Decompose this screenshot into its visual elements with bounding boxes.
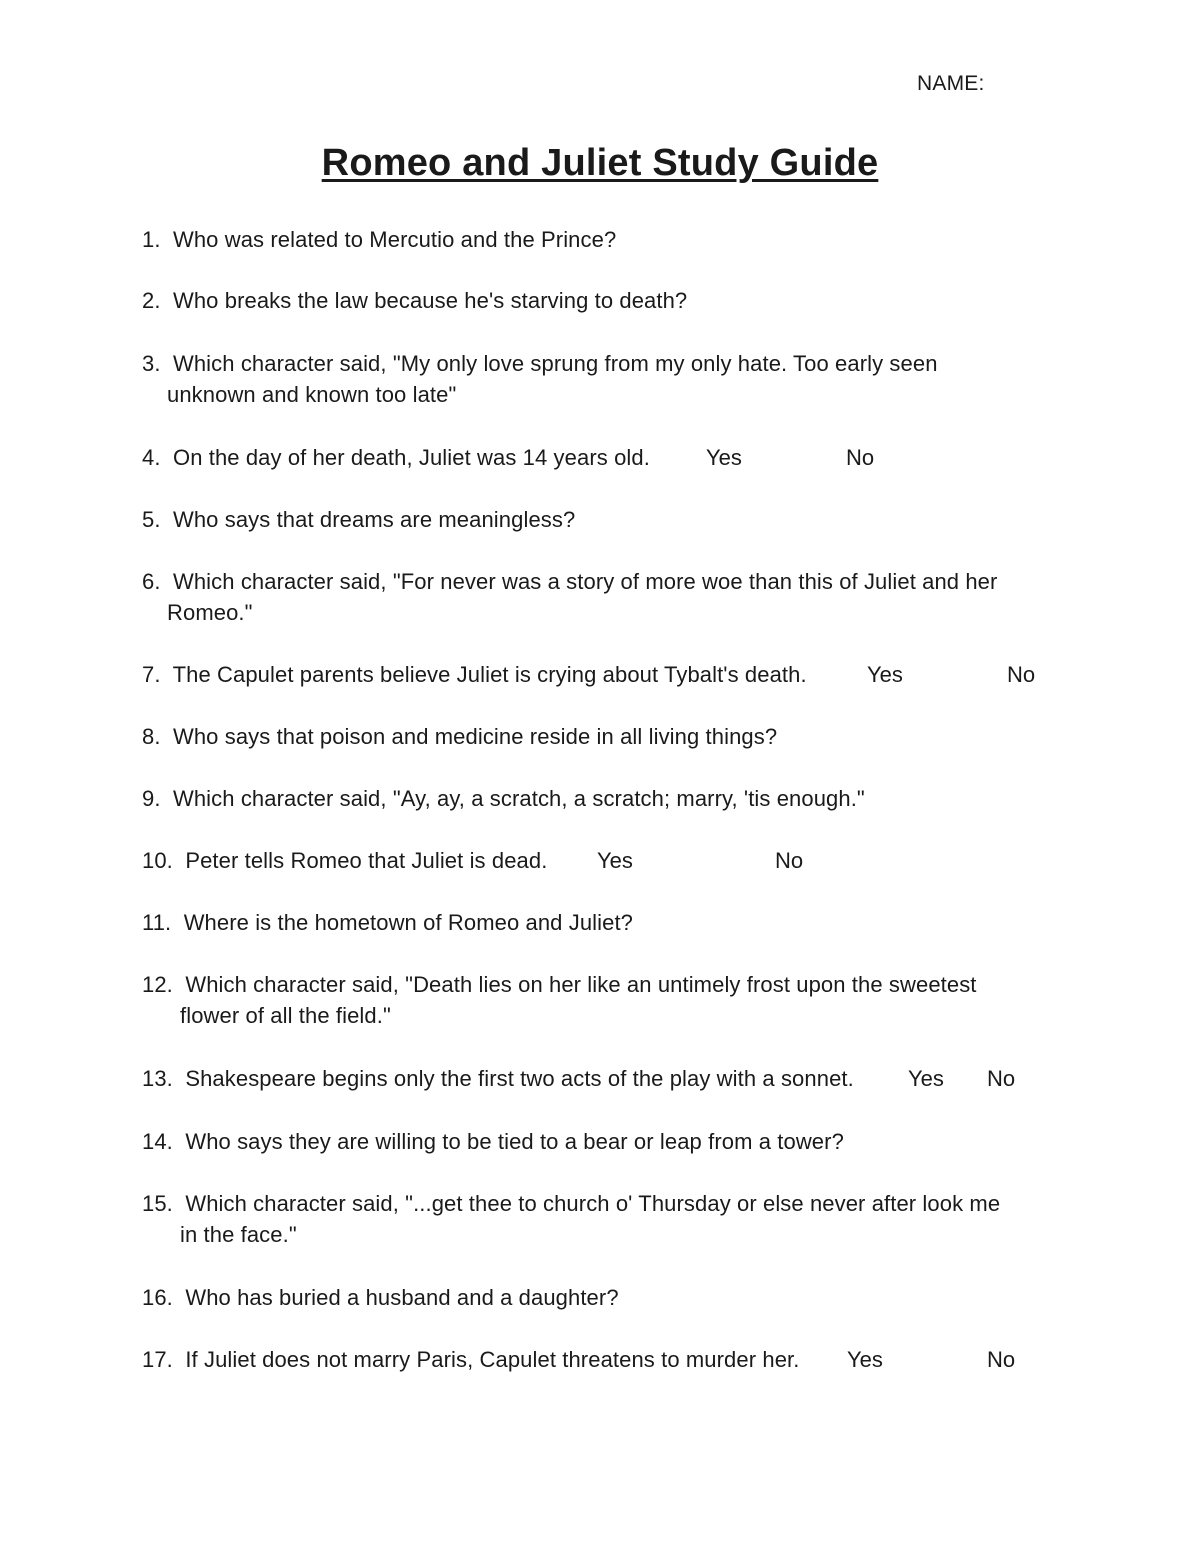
question-text: Peter tells Romeo that Juliet is dead. [185,848,548,873]
question-text: Who was related to Mercutio and the Prince? [172,227,617,252]
question-number: 7. [142,662,167,687]
question-text: Which character said, "...get thee to church o' Thursday or else never after look me [185,1191,1001,1216]
question-text: Which character said, "For never was a story of more woe than this of Juliet and her [172,569,998,594]
question-text: Who breaks the law because he's starving to death? [172,288,688,313]
question-text: The Capulet parents believe Juliet is crying about Tybalt's death. [172,662,807,687]
answer-yes: Yes [908,1066,944,1091]
question-number: 17. [142,1347,180,1372]
question-number: 2. [142,288,167,313]
question-text: On the day of her death, Juliet was 14 years old. [172,445,650,470]
answer-yes: Yes [847,1347,883,1372]
question-text: Who says they are willing to be tied to a bear or leap from a tower? [185,1129,844,1154]
question-4 [142,442,650,473]
answer-no: No [846,445,875,470]
question-number: 11. [142,910,178,935]
question-text-continued: unknown and known too late" [167,382,457,407]
question-16 [142,1282,619,1313]
question-text-continued: in the face." [180,1222,297,1247]
question-text: Who says that dreams are meaningless? [172,507,576,532]
question-11 [142,907,633,938]
question-8 [142,721,777,752]
name-label: NAME: [917,72,985,95]
question-number: 5. [142,507,167,532]
answer-no: No [987,1066,1016,1091]
question-10 [142,845,547,876]
question-text-continued: Romeo." [167,600,253,625]
answer-yes: Yes [867,662,903,687]
answer-yes: Yes [706,445,742,470]
question-text: Which character said, "Death lies on her like an untimely frost upon the sweetest [185,972,977,997]
question-12 [142,969,977,1031]
answer-yes: Yes [597,848,633,873]
question-number: 12. [142,972,180,997]
question-text-continued: flower of all the field." [180,1003,391,1028]
question-text: Which character said, "Ay, ay, a scratch, a scratch; marry, 'tis enough." [172,786,865,811]
question-number: 4. [142,445,167,470]
question-text: Who says that poison and medicine reside in all living things? [172,724,778,749]
question-15 [142,1188,1000,1250]
question-text: Where is the hometown of Romeo and Juliet? [183,910,634,935]
question-5 [142,504,575,535]
page-title: Romeo and Juliet Study Guide [321,142,879,184]
question-number: 3. [142,351,167,376]
question-7 [142,659,807,690]
question-3 [142,348,938,410]
question-number: 15. [142,1191,180,1216]
question-number: 13. [142,1066,180,1091]
question-number: 1. [142,227,167,252]
question-number: 16. [142,1285,180,1310]
question-17 [142,1344,799,1375]
answer-no: No [987,1347,1016,1372]
question-number: 9. [142,786,167,811]
answer-no: No [1007,662,1036,687]
question-1 [142,224,616,255]
question-number: 6. [142,569,167,594]
question-6 [142,566,997,628]
question-2 [142,285,687,316]
question-text: Shakespeare begins only the first two acts of the play with a sonnet. [185,1066,854,1091]
question-text: If Juliet does not marry Paris, Capulet threatens to murder her. [185,1347,800,1372]
question-text: Who has buried a husband and a daughter? [185,1285,619,1310]
question-number: 10. [142,848,180,873]
question-9 [142,783,865,814]
answer-no: No [775,848,804,873]
question-13 [142,1063,854,1094]
question-14 [142,1126,844,1157]
question-number: 14. [142,1129,180,1154]
question-text: Which character said, "My only love sprung from my only hate. Too early seen [172,351,938,376]
question-number: 8. [142,724,167,749]
